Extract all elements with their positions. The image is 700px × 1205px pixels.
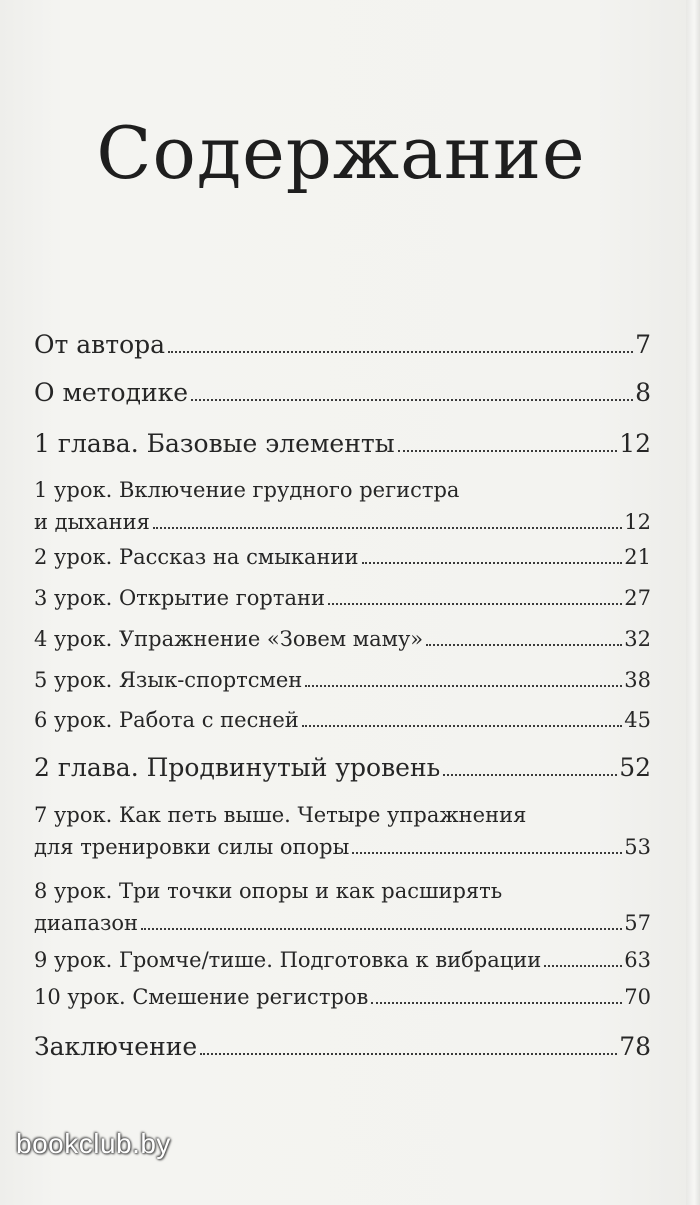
toc-entry-title: 5 урок. Язык-спортсмен — [34, 668, 303, 692]
toc-entry-title-line-1: 7 урок. Как петь выше. Четыре упражнения — [34, 803, 527, 827]
toc-entry-lesson-2 — [34, 545, 651, 587]
toc-entry-title-line-1: 8 урок. Три точки опоры и как расширять — [34, 879, 503, 903]
toc-entry-page: 8 — [635, 378, 651, 407]
dot-leader — [443, 773, 617, 776]
toc-entry-title: 2 урок. Рассказ на смыкании — [34, 545, 359, 569]
toc-entry-title: 10 урок. Смешение регистров — [34, 985, 369, 1009]
dot-leader — [141, 927, 622, 930]
watermark: bookclub.by — [16, 1128, 171, 1159]
toc-entry-page: 32 — [624, 627, 651, 651]
toc-entry-lesson-8 — [34, 871, 651, 953]
toc-entry-method — [34, 378, 651, 424]
dot-leader — [200, 1052, 617, 1055]
page-title: Содержание — [96, 111, 586, 195]
toc-entry-lesson-3 — [34, 586, 651, 628]
toc-entry-title: 1 глава. Базовые элементы — [34, 429, 395, 458]
toc-entry-title: диапазон — [34, 911, 139, 935]
dot-leader — [544, 964, 622, 967]
dot-leader — [302, 724, 623, 727]
toc-entry-title: для тренировки силы опоры — [34, 835, 350, 859]
page-edge — [686, 0, 700, 1205]
toc-entry-chapter-2 — [34, 753, 651, 799]
dot-leader — [371, 1001, 622, 1004]
toc-entry-chapter-1 — [34, 429, 651, 475]
toc-entry-title: Заключение — [34, 1032, 198, 1061]
toc-entry-title: 6 урок. Работа с песней — [34, 708, 299, 732]
dot-leader — [328, 602, 622, 605]
dot-leader — [153, 526, 622, 529]
toc-entry-page: 57 — [624, 911, 651, 935]
toc-entry-page: 52 — [619, 753, 651, 782]
toc-entry-lesson-4 — [34, 627, 651, 669]
toc-entry-page: 70 — [624, 985, 651, 1009]
toc-entry-title: 3 урок. Открытие гортани — [34, 586, 326, 610]
toc-entry-page: 21 — [624, 545, 651, 569]
toc-entry-page: 7 — [635, 330, 651, 359]
toc-entry-from-author — [34, 330, 651, 376]
toc-entry-title: и дыхания — [34, 510, 150, 534]
toc-entry-lesson-1 — [34, 470, 651, 552]
toc-entry-page: 12 — [624, 510, 651, 534]
toc-entry-page: 38 — [624, 668, 651, 692]
toc-entry-title: От автора — [34, 330, 166, 359]
dot-leader — [168, 350, 633, 353]
dot-leader — [191, 398, 633, 401]
dot-leader — [305, 684, 622, 687]
toc-entry-lesson-7 — [34, 795, 651, 877]
toc-entry-page: 53 — [624, 835, 651, 859]
toc-entry-title: О методике — [34, 378, 189, 407]
toc-entry-title: 2 глава. Продвинутый уровень — [34, 753, 441, 782]
toc-entry-lesson-9 — [34, 948, 651, 990]
toc-entry-page: 63 — [624, 948, 651, 972]
toc-entry-page: 12 — [619, 429, 651, 458]
toc-entry-page: 27 — [624, 586, 651, 610]
toc-entry-conclusion — [34, 1032, 651, 1078]
toc-entry-page: 45 — [624, 708, 651, 732]
dot-leader — [362, 561, 623, 564]
toc-entry-title-line-1: 1 урок. Включение грудного регистра — [34, 478, 460, 502]
toc-entry-title: 9 урок. Громче/тише. Подготовка к вибрации — [34, 948, 542, 972]
dot-leader — [352, 851, 622, 854]
toc-entry-title: 4 урок. Упражнение «Зовем маму» — [34, 627, 424, 651]
toc-entry-page: 78 — [619, 1032, 651, 1061]
dot-leader — [398, 449, 618, 452]
toc-entry-lesson-6 — [34, 708, 651, 750]
dot-leader — [426, 643, 622, 646]
toc-entry-lesson-5 — [34, 668, 651, 710]
toc-entry-lesson-10 — [34, 985, 651, 1027]
